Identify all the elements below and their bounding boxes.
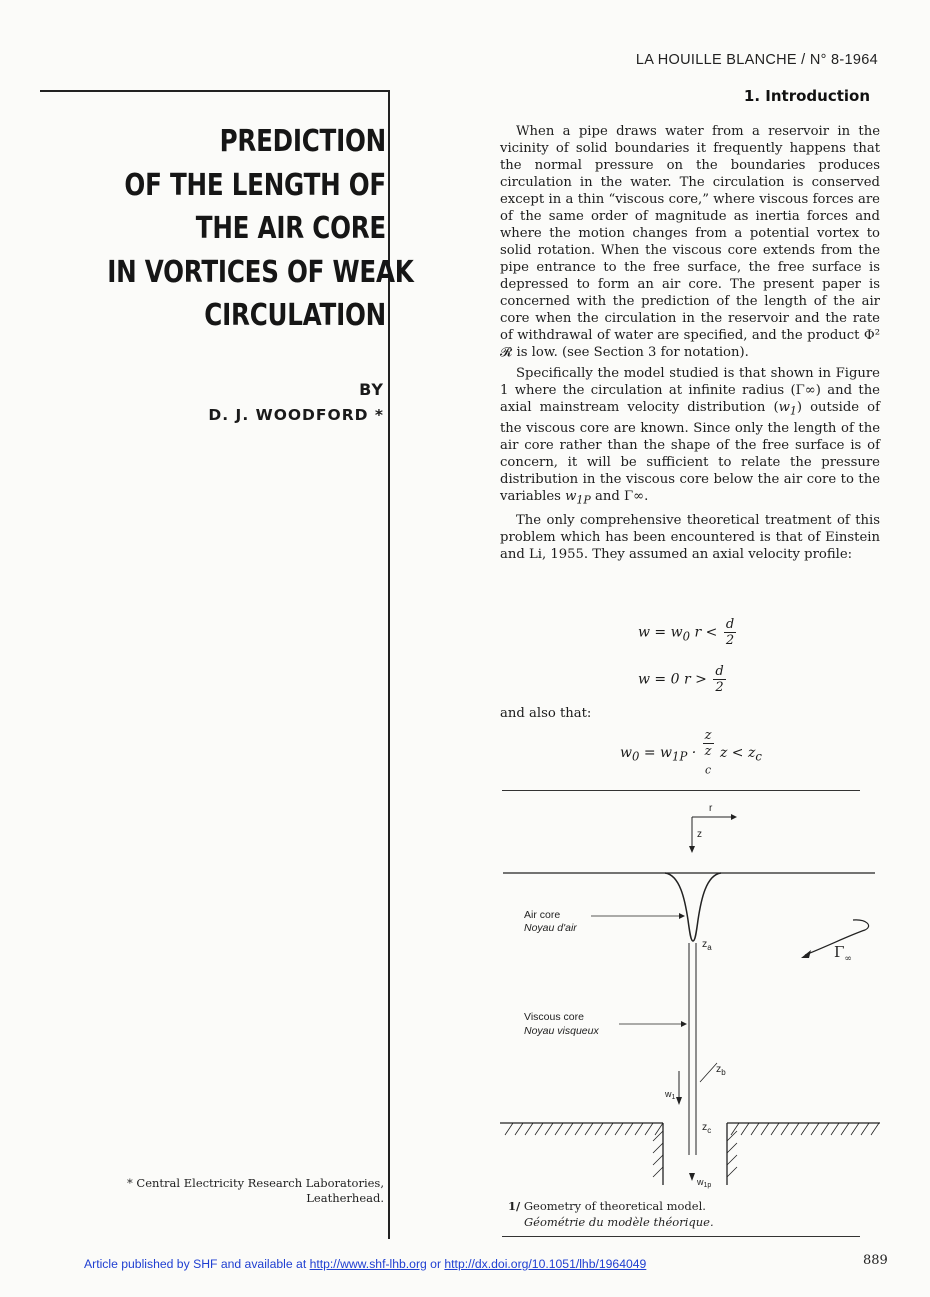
by-label: BY bbox=[359, 380, 384, 399]
zb-label bbox=[716, 1063, 726, 1077]
paragraph-2-text-b: ) outside of the viscous core are known. Since only the length of the air core rather than the shape of the free surface is of concern, it will be sufficient to relate the pressure distribution in the viscous core below the air core to the variables bbox=[500, 400, 880, 504]
w1p-arrowhead bbox=[689, 1173, 695, 1181]
eq-part: w bbox=[620, 744, 632, 761]
w1-label bbox=[664, 1089, 676, 1101]
paragraph-4: and also that: bbox=[500, 706, 592, 721]
affiliation-line: Leatherhead. bbox=[306, 1191, 384, 1205]
eq-part: w = w bbox=[638, 624, 683, 641]
circulation-arrow bbox=[801, 950, 811, 958]
symbol-sub: 1P bbox=[576, 493, 591, 507]
figure-geometry-diagram bbox=[495, 795, 890, 1195]
title-line: THE AIR CORE bbox=[195, 211, 386, 246]
equation-3 bbox=[620, 728, 762, 778]
zc-sub: c bbox=[707, 1126, 712, 1135]
z-label: z bbox=[697, 829, 702, 840]
eq-sub: 0 bbox=[682, 629, 691, 644]
and-also-line bbox=[500, 705, 880, 722]
floor-hatching bbox=[505, 1123, 879, 1177]
caption-text-en: Geometry of theoretical model. bbox=[523, 1199, 706, 1213]
symbol-base: w bbox=[565, 488, 577, 504]
r-label: r bbox=[709, 803, 713, 814]
eq-numerator: z bbox=[704, 728, 712, 743]
footer-text: or bbox=[426, 1257, 445, 1271]
paragraph-2 bbox=[500, 365, 880, 508]
w1p-base: w bbox=[697, 1177, 704, 1187]
viscous-core-label: Viscous core bbox=[524, 1011, 584, 1023]
zb-leader bbox=[700, 1063, 717, 1082]
author-name: D. J. WOODFORD * bbox=[208, 406, 384, 424]
paragraph-3: The only comprehensive theoretical treatment of this problem which has been encountered is that of Einstein and Li, 1955. They assumed an axial velocity profile: bbox=[500, 513, 880, 563]
eq-part: · bbox=[687, 744, 697, 761]
zb-sub: b bbox=[721, 1068, 726, 1077]
paragraph-1: When a pipe draws water from a reservoir in the vicinity of solid boundaries it frequently happens that the normal pressure on the boundaries produces circulation in the water. The circulation is conserved except in a thin “viscous core,” where viscous forces are of the same order of magnitude as inertia forces and where the motion changes from a potential vortex to solid rotation. When the viscous core extends from the pipe entrance to the free surface, the free surface is depressed to form an air core. The present paper is concerned with the prediction of the length of the air core when the circulation in the reservoir and the rate of withdrawal of water are specified, and the product Φ² 𝓡 is low. (see Section 3 for notation). bbox=[500, 124, 880, 360]
viscous-core-label-fr: Noyau visqueux bbox=[524, 1025, 599, 1037]
figure-top-rule bbox=[502, 790, 860, 791]
eq-denominator bbox=[703, 744, 714, 778]
hatch-pipe-right bbox=[727, 1131, 737, 1177]
za-sub: a bbox=[707, 943, 712, 952]
w1-arrowhead bbox=[676, 1097, 682, 1105]
w1p-sub: 1p bbox=[703, 1182, 712, 1189]
paragraph-2-text-c: and Γ∞. bbox=[590, 488, 649, 504]
equation-1 bbox=[638, 617, 738, 648]
viscous-core-arrow bbox=[681, 1021, 687, 1027]
caption-number: 1/ bbox=[508, 1199, 521, 1213]
w1-sub: 1 bbox=[671, 1094, 676, 1101]
gamma-label bbox=[834, 943, 852, 964]
r-axis-arrow bbox=[731, 814, 737, 820]
shf-link[interactable]: http://www.shf-lhb.org bbox=[309, 1257, 427, 1271]
eq-sub: c bbox=[705, 763, 712, 777]
doi-link[interactable]: http://dx.doi.org/10.1051/lhb/1964049 bbox=[444, 1257, 647, 1271]
hatch-left bbox=[505, 1123, 663, 1135]
air-core-dip bbox=[665, 873, 721, 941]
z-axis-arrow bbox=[689, 846, 695, 853]
title-line: IN VORTICES OF WEAK bbox=[107, 254, 414, 290]
affiliation-footnote bbox=[84, 1176, 384, 1206]
zb-base: z bbox=[716, 1063, 722, 1075]
eq-part: z < z bbox=[719, 744, 756, 761]
gamma-base: Γ bbox=[834, 943, 845, 961]
title-line: CIRCULATION bbox=[204, 298, 386, 333]
figure-caption bbox=[508, 1198, 714, 1230]
caption-line-en bbox=[508, 1198, 714, 1214]
zc-base: z bbox=[702, 1121, 708, 1133]
eq-sub: 1P bbox=[672, 749, 688, 764]
eq-fraction bbox=[724, 617, 736, 648]
zc-label bbox=[702, 1121, 711, 1135]
eq-sub: c bbox=[755, 749, 762, 764]
symbol-w1p bbox=[565, 488, 591, 507]
symbol-sub: 1 bbox=[789, 404, 797, 418]
title-box bbox=[40, 90, 414, 1239]
eq-numerator: d bbox=[725, 617, 735, 632]
footer-text: Article published by SHF and available at bbox=[84, 1257, 310, 1271]
eq-numerator: d bbox=[715, 664, 724, 679]
eq-sub: 0 bbox=[631, 749, 640, 764]
eq-fraction bbox=[703, 728, 714, 778]
section-heading: 1. Introduction bbox=[743, 87, 870, 105]
hatch-pipe-left bbox=[653, 1131, 663, 1177]
eq-fraction bbox=[713, 664, 725, 695]
symbol-base: w bbox=[778, 400, 790, 415]
eq-denominator: 2 bbox=[725, 633, 735, 648]
figure-bottom-rule bbox=[502, 1236, 860, 1237]
symbol-w1 bbox=[778, 400, 797, 418]
paper-title bbox=[107, 120, 414, 338]
hatch-right bbox=[731, 1123, 879, 1135]
footer-publication-note bbox=[84, 1257, 646, 1271]
w1p-label bbox=[696, 1177, 711, 1189]
affiliation-line: * Central Electricity Research Laboratories, bbox=[127, 1176, 384, 1190]
eq-denominator: 2 bbox=[715, 680, 724, 695]
equation-2 bbox=[638, 664, 728, 695]
paragraph-2-text-a: Specifically the model studied is that shown in Figure 1 where the circulation at infinite radius (Γ∞) and the axial mainstream velocity distribution ( bbox=[500, 366, 880, 415]
caption-text-fr: Géométrie du modèle théorique. bbox=[524, 1215, 714, 1229]
eq-part: = w bbox=[639, 744, 673, 761]
gamma-sub: ∞ bbox=[844, 954, 852, 964]
journal-header: LA HOUILLE BLANCHE / N° 8-1964 bbox=[635, 52, 878, 68]
eq-part: w = 0 r > bbox=[638, 671, 707, 688]
air-core-label-fr: Noyau d'air bbox=[524, 922, 577, 934]
eq-part: r < bbox=[690, 624, 718, 641]
za-label bbox=[702, 938, 712, 952]
w1-base: w bbox=[665, 1089, 672, 1099]
body-column bbox=[500, 123, 880, 567]
page-number: 889 bbox=[863, 1253, 888, 1268]
air-core-arrow bbox=[679, 913, 685, 919]
title-line: PREDICTION bbox=[219, 124, 386, 159]
eq-part: z bbox=[704, 744, 712, 759]
air-core-label: Air core bbox=[524, 909, 561, 921]
title-line: OF THE LENGTH OF bbox=[124, 167, 386, 203]
za-base: z bbox=[702, 938, 708, 950]
